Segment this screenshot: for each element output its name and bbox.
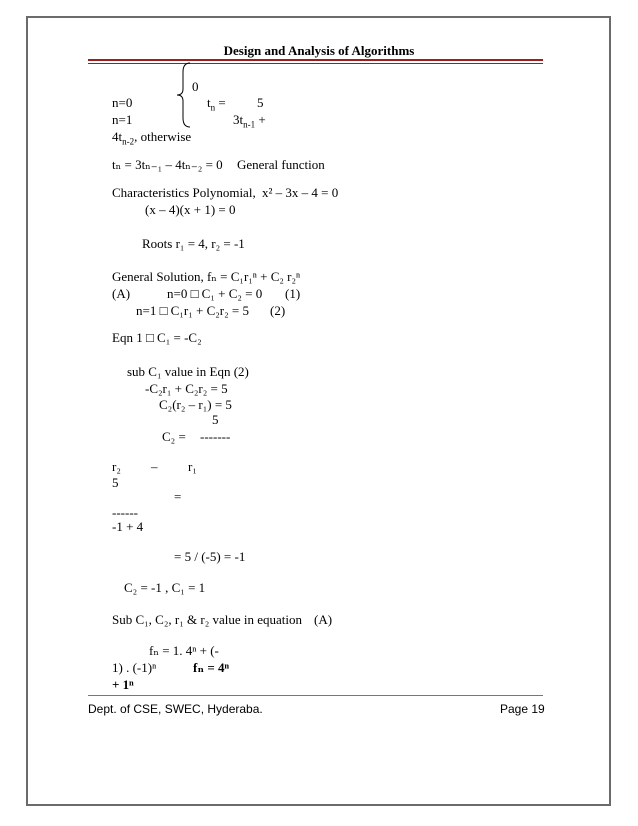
general-function-label: General function — [237, 157, 325, 172]
fn-line3: + 1ⁿ — [112, 677, 134, 692]
c2-equals: C₂ = — [162, 429, 186, 444]
header-rule-thin — [88, 63, 543, 64]
r1-label: r₁ — [188, 459, 197, 474]
n1-line: n=1 □ C₁r₁ + C₂r₂ = 5 — [136, 303, 249, 318]
footer-rule — [88, 695, 543, 696]
eq1-label: (1) — [285, 286, 301, 301]
page-header-title: Design and Analysis of Algorithms — [223, 43, 415, 58]
equals-sign: = — [174, 489, 182, 504]
r2-label: r₂ — [112, 459, 121, 474]
sub-all-line: Sub C₁, C₂, r₁ & r₂ value in equation — [112, 612, 302, 627]
case-n0: n=0 — [112, 95, 133, 110]
factored-eq: (x – 4)(x + 1) = 0 — [145, 202, 236, 217]
case-tn: $t_n$ = — [207, 95, 226, 113]
left-brace-icon — [176, 62, 192, 128]
fraction-dashes: ------- — [200, 429, 231, 444]
fn-line2: 1) . (-1)ⁿ — [112, 660, 157, 675]
label-a: (A) — [112, 286, 131, 301]
case-otherwise: $4t_{n-2}$, otherwise — [112, 129, 192, 147]
result-line: = 5 / (-5) = -1 — [174, 549, 246, 564]
sub-all-a: (A) — [314, 612, 333, 627]
case-n1: n=1 — [112, 112, 133, 127]
char-poly-label: Characteristics Polynomial, — [112, 185, 256, 200]
eqn1-line: Eqn 1 □ C₁ = -C₂ — [112, 330, 202, 345]
eq2-label: (2) — [270, 303, 286, 318]
minus-sign: – — [151, 459, 158, 474]
recurrence-line: tₙ = 3tₙ₋₁ – 4tₙ₋₂ = 0 — [112, 157, 223, 172]
fraction-numerator: 5 — [212, 412, 219, 427]
footer-page-number: Page 19 — [500, 702, 545, 716]
roots-line: Roots r₁ = 4, r₂ = -1 — [142, 236, 245, 251]
header-rule — [88, 59, 543, 61]
step1-line: -C₂r₁ + C₂r₂ = 5 — [145, 381, 228, 396]
char-poly-eq: x² – 3x – 4 = 0 — [262, 185, 339, 200]
n0-line: n=0 □ C₁ + C₂ = 0 — [167, 286, 263, 301]
sub-c1-line: sub C₁ value in Eqn (2) — [127, 364, 249, 379]
five-left: 5 — [112, 475, 119, 490]
footer-dept: Dept. of CSE, SWEC, Hyderaba. — [88, 702, 263, 716]
dashes-line: ------ — [112, 505, 138, 520]
denominator: -1 + 4 — [112, 519, 144, 534]
case-zero: 0 — [192, 79, 199, 94]
fn-final: fₙ = 4ⁿ — [193, 660, 230, 675]
c-values: C₂ = -1 , C₁ = 1 — [124, 580, 206, 595]
general-solution: General Solution, fₙ = C₁r₁ⁿ + C₂ r₂ⁿ — [112, 269, 301, 284]
fn-line1: fₙ = 1. 4ⁿ + (- — [149, 643, 219, 658]
case-3t: $3t_{n-1}$ + — [233, 112, 266, 130]
case-five: 5 — [257, 95, 264, 110]
step2-line: C₂(r₂ – r₁) = 5 — [159, 397, 232, 412]
